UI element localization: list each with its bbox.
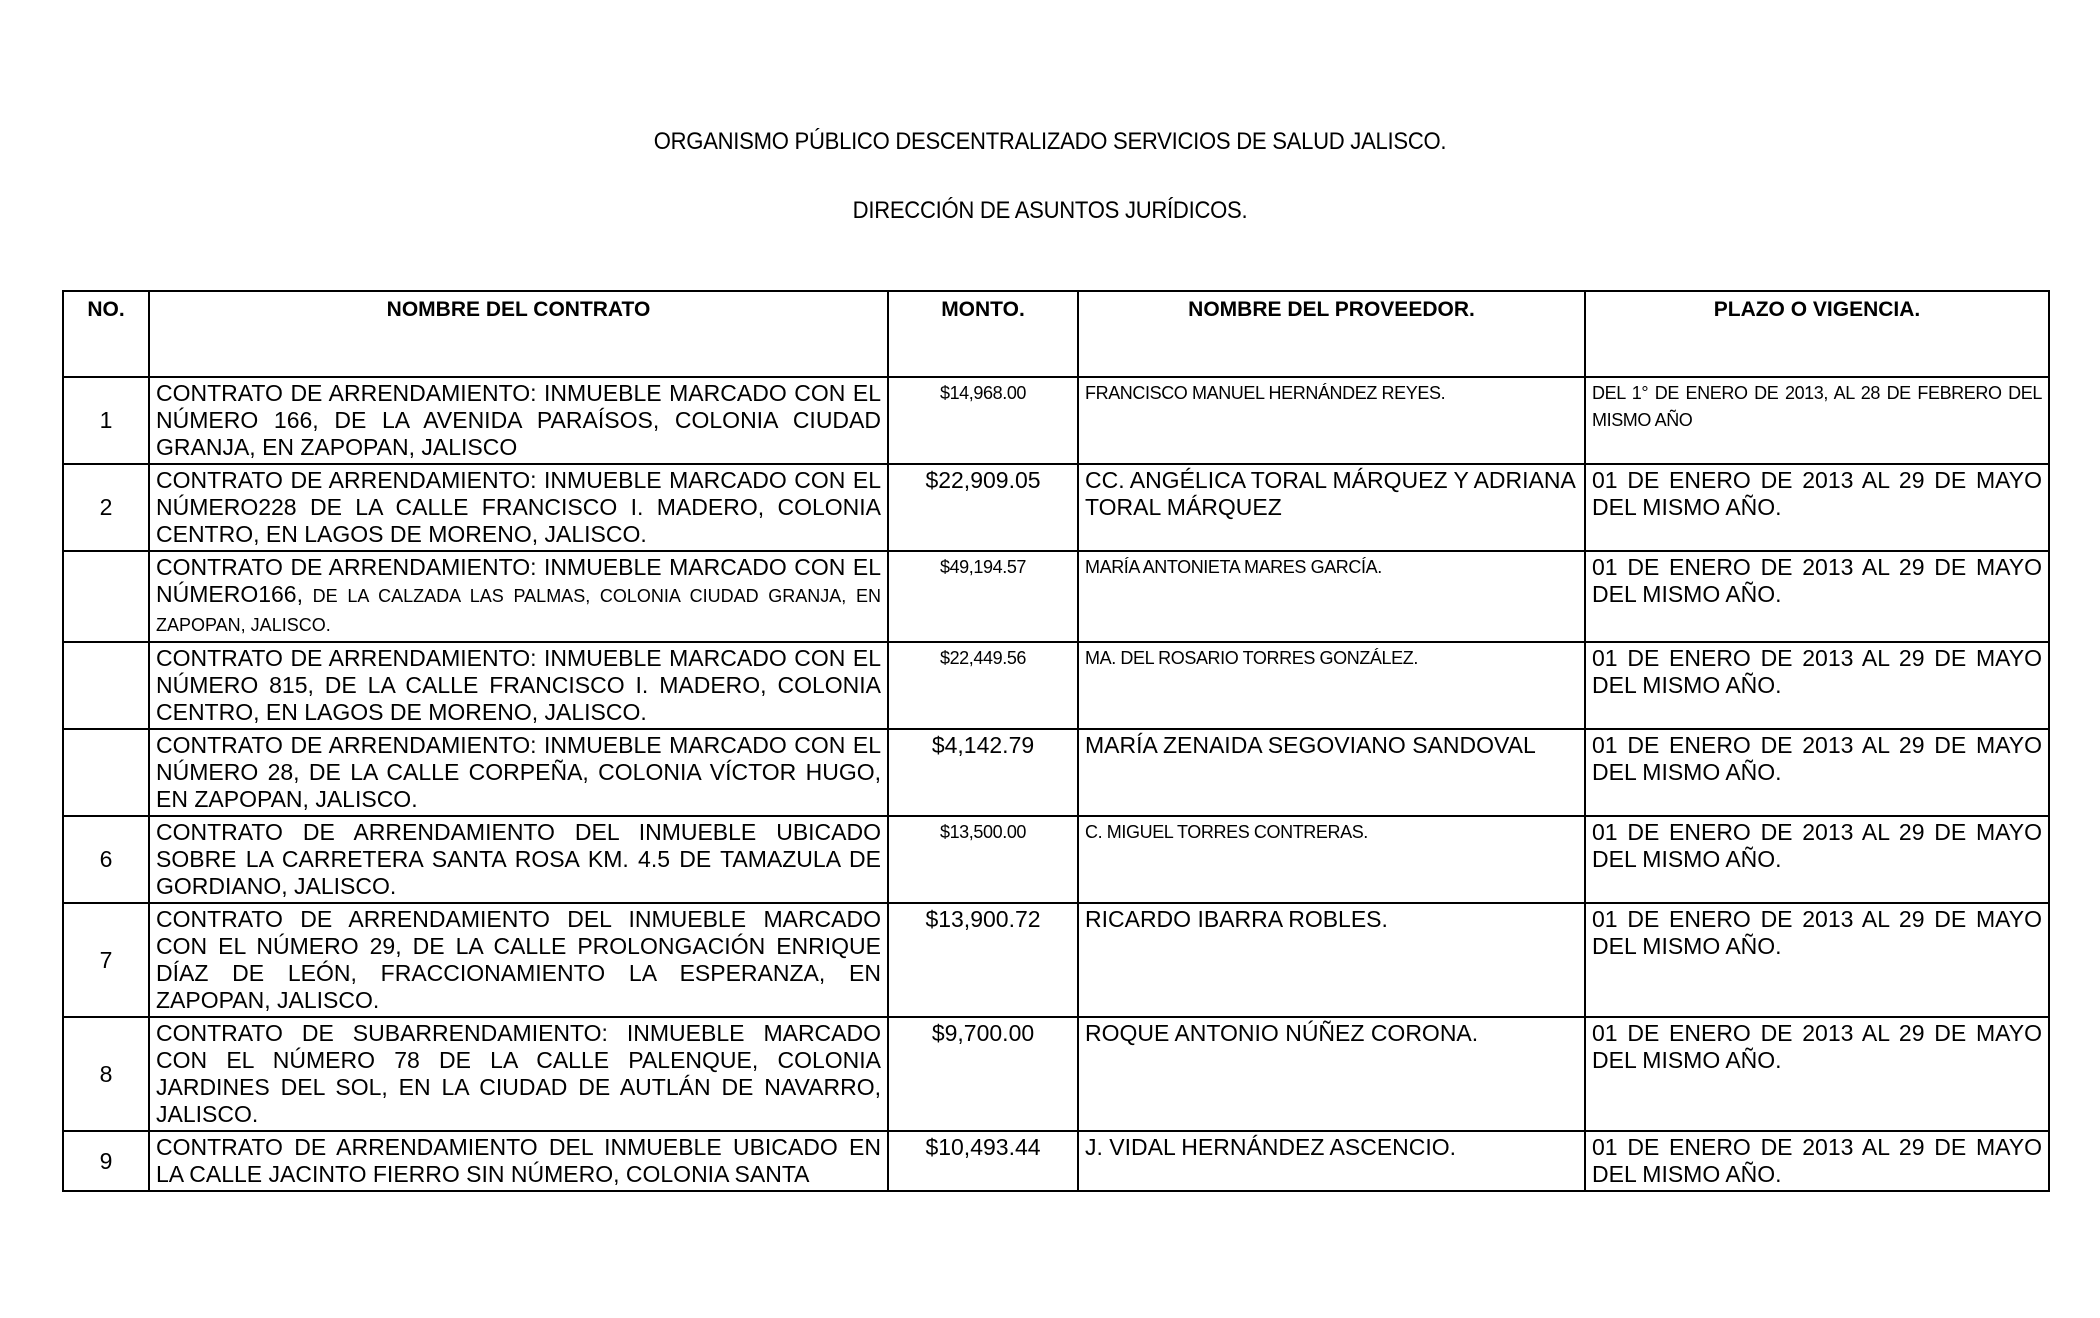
table-row [63,903,2049,1017]
amount: $22,449.56 [888,642,1078,729]
contract-name: CONTRATO DE SUBARRENDAMIENTO: INMUEBLE MARCADO CON EL NÚMERO 78 DE LA CALLE PALENQUE, COLONIA JARDINES DEL SOL, EN LA CIUDAD DE AUTLÁN DE NAVARRO, JALISCO. [149,1017,888,1131]
term: 01 DE ENERO DE 2013 AL 29 DE MAYO DEL MISMO AÑO. [1585,729,2049,816]
header-amount: MONTO. [888,291,1078,377]
table-row [63,729,2049,816]
header-term: PLAZO O VIGENCIA. [1585,291,2049,377]
amount: $9,700.00 [888,1017,1078,1131]
amount: $4,142.79 [888,729,1078,816]
contract-name: CONTRATO DE ARRENDAMIENTO DEL INMUEBLE UBICADO EN LA CALLE JACINTO FIERRO SIN NÚMERO, COLONIA SANTA [149,1131,888,1191]
amount: $14,968.00 [888,377,1078,464]
table-row [63,551,2049,642]
table-row [63,464,2049,551]
header-provider: NOMBRE DEL PROVEEDOR. [1078,291,1585,377]
amount: $10,493.44 [888,1131,1078,1191]
term: 01 DE ENERO DE 2013 AL 29 DE MAYO DEL MISMO AÑO. [1585,1017,2049,1131]
row-number: 8 [63,1017,149,1131]
contract-name: CONTRATO DE ARRENDAMIENTO: INMUEBLE MARCADO CON EL NÚMERO 166, DE LA AVENIDA PARAÍSOS, COLONIA CIUDAD GRANJA, EN ZAPOPAN, JALISCO [149,377,888,464]
row-number [63,551,149,642]
term: 01 DE ENERO DE 2013 AL 29 DE MAYO DEL MISMO AÑO. [1585,903,2049,1017]
header-contract-name: NOMBRE DEL CONTRATO [149,291,888,377]
contract-name: CONTRATO DE ARRENDAMIENTO: INMUEBLE MARCADO CON EL NÚMERO 28, DE LA CALLE CORPEÑA, COLONIA VÍCTOR HUGO, EN ZAPOPAN, JALISCO. [149,729,888,816]
contract-name: CONTRATO DE ARRENDAMIENTO: INMUEBLE MARCADO CON EL NÚMERO228 DE LA CALLE FRANCISCO I. MADERO, COLONIA CENTRO, EN LAGOS DE MORENO, JALISCO. [149,464,888,551]
contract-name: CONTRATO DE ARRENDAMIENTO: INMUEBLE MARCADO CON EL NÚMERO 815, DE LA CALLE FRANCISCO I. MADERO, COLONIA CENTRO, EN LAGOS DE MORENO, JALISCO. [149,642,888,729]
row-number: 7 [63,903,149,1017]
contract-name [149,551,888,642]
table-row [63,1131,2049,1191]
term: 01 DE ENERO DE 2013 AL 29 DE MAYO DEL MISMO AÑO. [1585,816,2049,903]
row-number: 1 [63,377,149,464]
provider-name: FRANCISCO MANUEL HERNÁNDEZ REYES. [1078,377,1585,464]
term: DEL 1° DE ENERO DE 2013, AL 28 DE FEBRERO DEL MISMO AÑO [1585,377,2049,464]
amount: $13,900.72 [888,903,1078,1017]
contract-name-part: DE LA CALZADA LAS PALMAS, COLONIA CIUDAD GRANJA, EN ZAPOPAN, JALISCO. [156,586,881,635]
table-row [63,1017,2049,1131]
table-row [63,816,2049,903]
contracts-table [62,290,2050,1192]
contract-name: CONTRATO DE ARRENDAMIENTO DEL INMUEBLE MARCADO CON EL NÚMERO 29, DE LA CALLE PROLONGACIÓN ENRIQUE DÍAZ DE LEÓN, FRACCIONAMIENTO LA ESPERANZA, EN ZAPOPAN, JALISCO. [149,903,888,1017]
term: 01 DE ENERO DE 2013 AL 29 DE MAYO DEL MISMO AÑO. [1585,1131,2049,1191]
term: 01 DE ENERO DE 2013 AL 29 DE MAYO DEL MISMO AÑO. [1585,551,2049,642]
provider-name: MA. DEL ROSARIO TORRES GONZÁLEZ. [1078,642,1585,729]
amount: $13,500.00 [888,816,1078,903]
term: 01 DE ENERO DE 2013 AL 29 DE MAYO DEL MISMO AÑO. [1585,464,2049,551]
provider-name: MARÍA ANTONIETA MARES GARCÍA. [1078,551,1585,642]
row-number [63,642,149,729]
department-title: DIRECCIÓN DE ASUNTOS JURÍDICOS. [852,197,1248,224]
row-number: 6 [63,816,149,903]
term: 01 DE ENERO DE 2013 AL 29 DE MAYO DEL MISMO AÑO. [1585,642,2049,729]
row-number [63,729,149,816]
contract-name-part: CONTRATO DE ARRENDAMIENTO: INMUEBLE MARCADO CON EL NÚMERO166, [156,554,881,607]
provider-name: J. VIDAL HERNÁNDEZ ASCENCIO. [1078,1131,1585,1191]
provider-name: C. MIGUEL TORRES CONTRERAS. [1078,816,1585,903]
amount: $22,909.05 [888,464,1078,551]
contract-name: CONTRATO DE ARRENDAMIENTO DEL INMUEBLE UBICADO SOBRE LA CARRETERA SANTA ROSA KM. 4.5 DE TAMAZULA DE GORDIANO, JALISCO. [149,816,888,903]
provider-name: CC. ANGÉLICA TORAL MÁRQUEZ Y ADRIANA TORAL MÁRQUEZ [1078,464,1585,551]
provider-name: ROQUE ANTONIO NÚÑEZ CORONA. [1078,1017,1585,1131]
provider-name: RICARDO IBARRA ROBLES. [1078,903,1585,1017]
organization-title: ORGANISMO PÚBLICO DESCENTRALIZADO SERVICIOS DE SALUD JALISCO. [653,128,1447,155]
table-row [63,642,2049,729]
row-number: 9 [63,1131,149,1191]
table-header-row [63,291,2049,377]
header-no: NO. [63,291,149,377]
provider-name: MARÍA ZENAIDA SEGOVIANO SANDOVAL [1078,729,1585,816]
row-number: 2 [63,464,149,551]
amount: $49,194.57 [888,551,1078,642]
table-row [63,377,2049,464]
